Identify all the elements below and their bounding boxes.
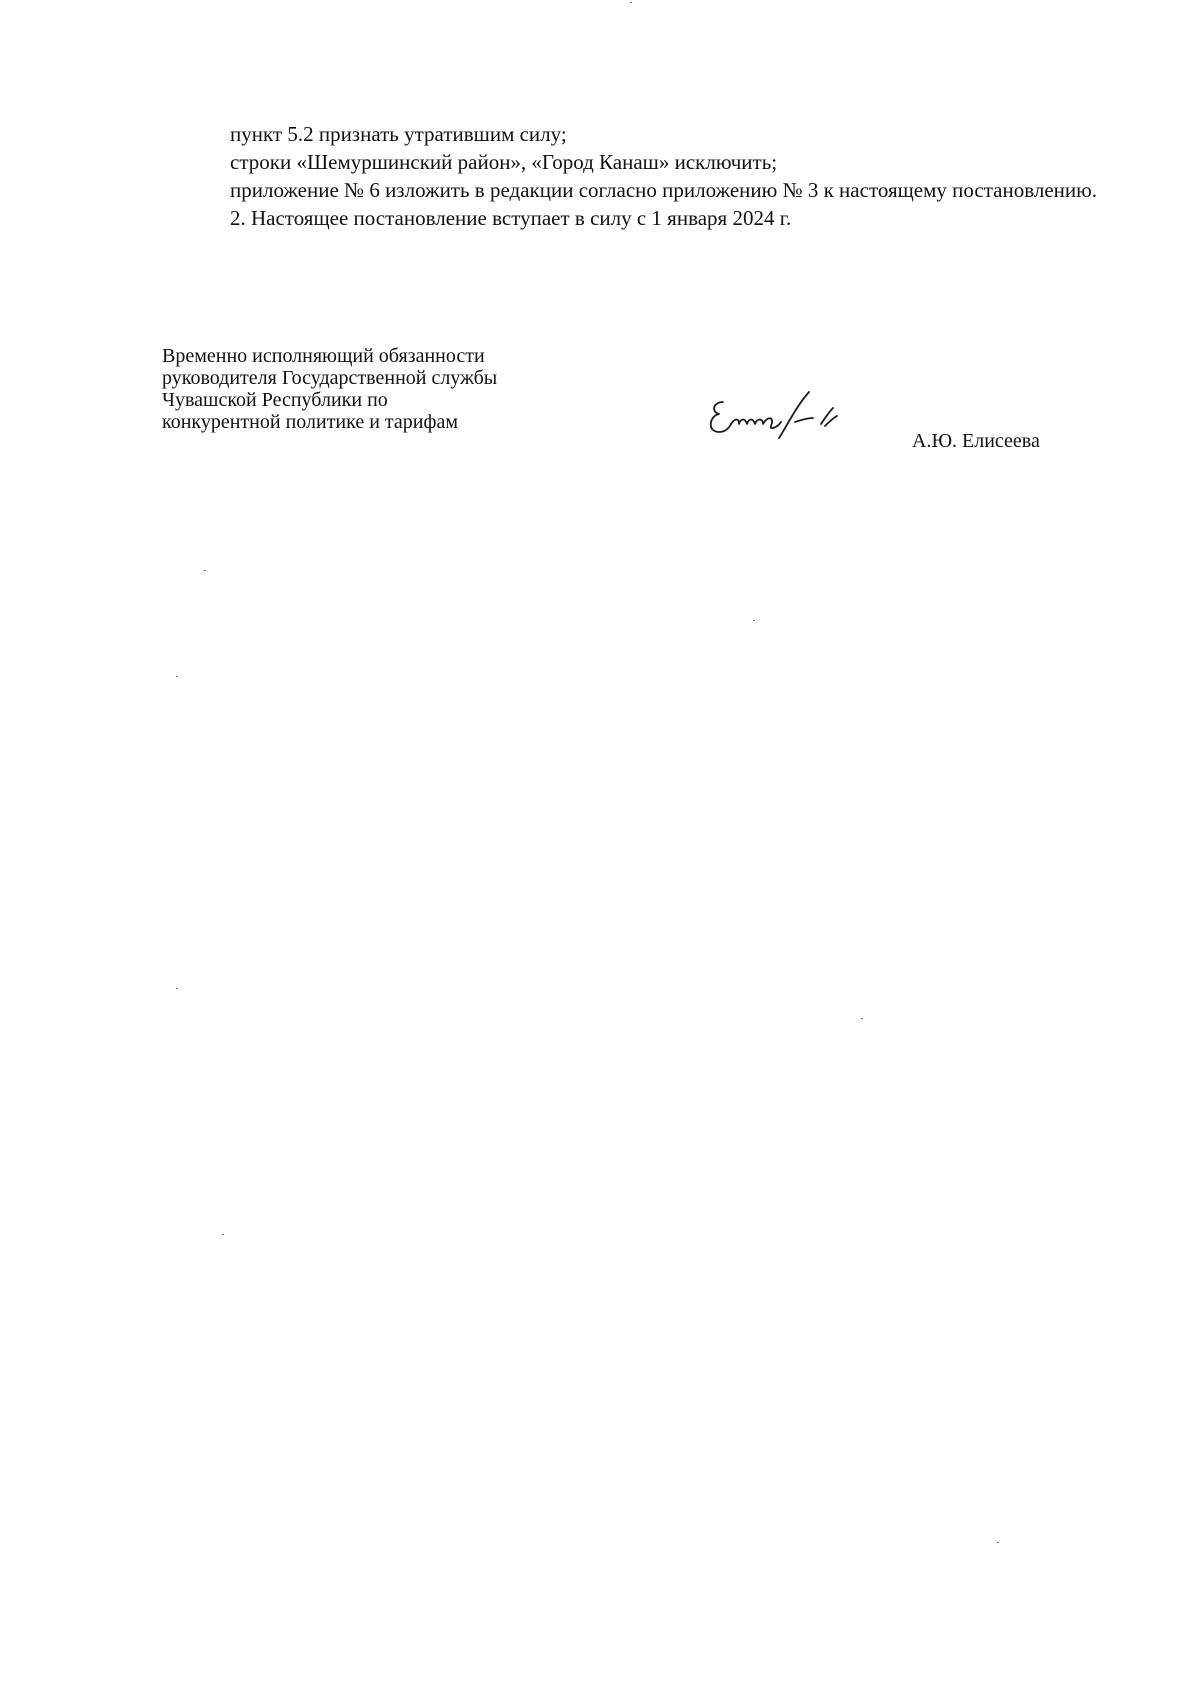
paragraph-rows-excluded: строки «Шемуршинский район», «Город Канаш» исключить;: [230, 150, 778, 174]
document-body: [160, 120, 1100, 232]
signatory-name: А.Ю. Елисеева: [912, 430, 1040, 452]
signatory-position-line: Временно исполняющий обязанности: [162, 345, 485, 367]
scan-speck: [204, 570, 206, 571]
scan-speck: [861, 1018, 863, 1019]
signatory-position-line: руководителя Государственной службы: [162, 367, 498, 389]
scan-speck: [222, 1234, 224, 1235]
scan-speck: [753, 620, 755, 621]
paragraph-effective-date: 2. Настоящее постановление вступает в силу с 1 января 2024 г.: [230, 206, 792, 230]
scan-speck: [997, 1542, 999, 1543]
signatory-position-line: конкурентной политике и тарифам: [162, 411, 458, 433]
signatory-position-line: Чувашской Республики по: [162, 389, 388, 411]
signatory-position: [162, 345, 582, 433]
scan-speck: [176, 676, 178, 677]
paragraph-clause-5-2: пункт 5.2 признать утратившим силу;: [230, 122, 567, 146]
paragraph-appendix-6: приложение № 6 изложить в редакции согласно приложению № 3 к настоящему постановлению.: [230, 178, 1098, 202]
scan-speck: [630, 2, 632, 3]
scan-speck: [176, 988, 178, 989]
handwritten-signature: [705, 388, 855, 448]
